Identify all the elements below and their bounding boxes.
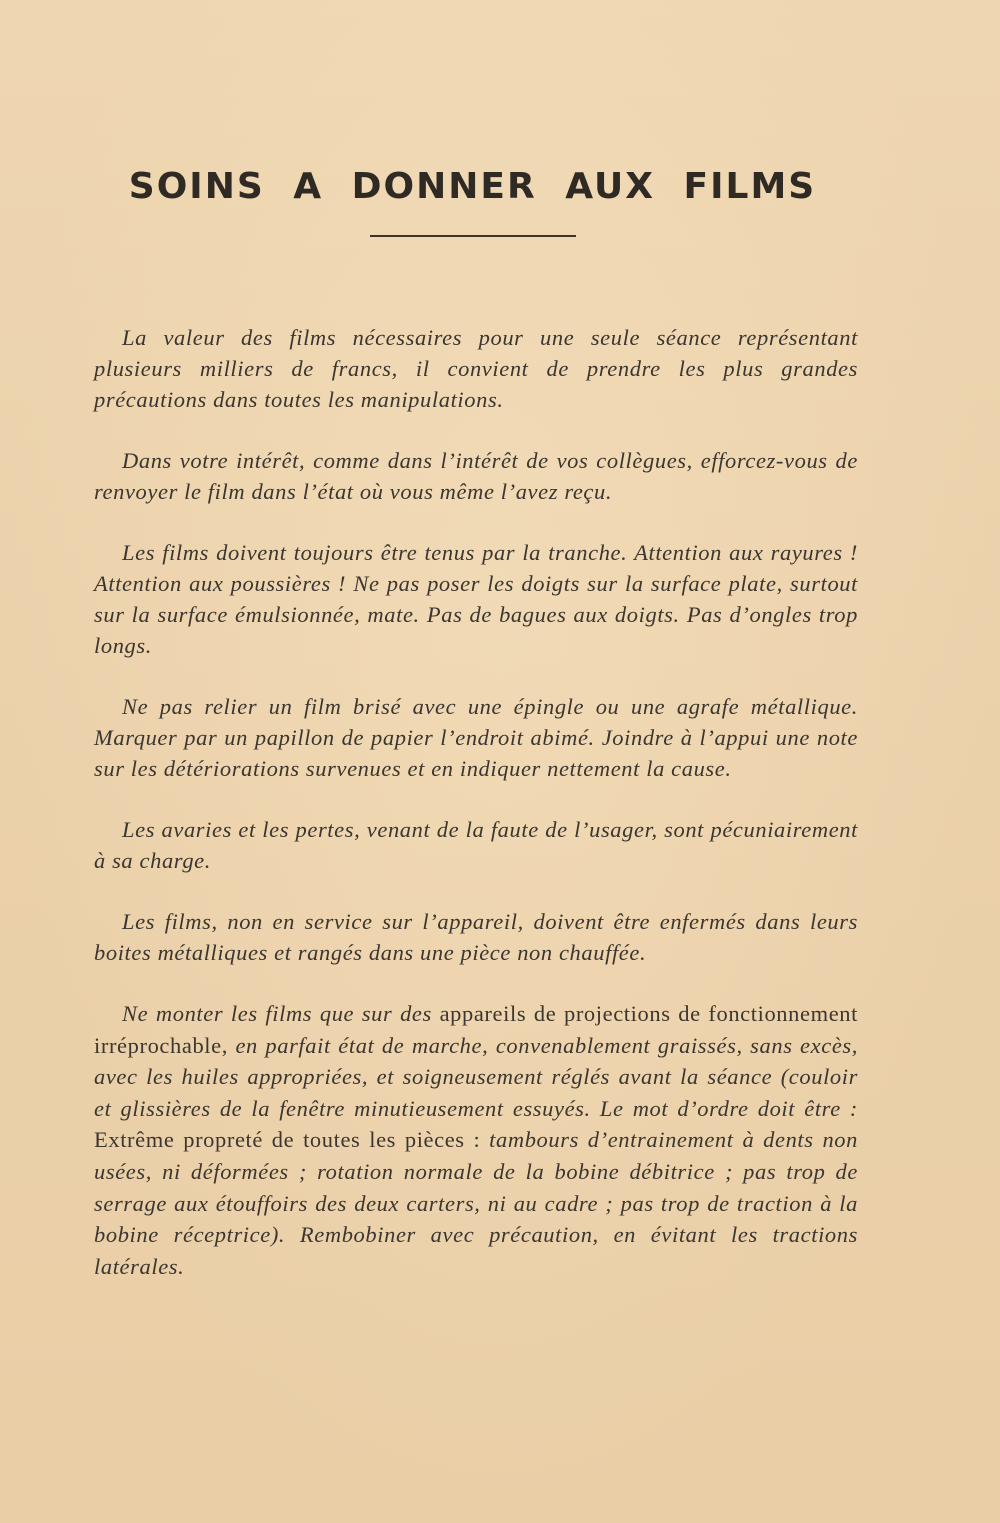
projection-text-1: Ne monter les films que sur des (122, 1001, 440, 1026)
projection-text-2: appareils de projections de fonctionnement irréprochable, (94, 1001, 858, 1058)
paragraph-handling: Les films doivent toujours être tenus par la tranche. Attention aux rayures ! Attention aux poussières ! Ne pas poser les doigts sur la surface plate, surtout sur la surface émulsionnée, mate. Pas de bagues aux doigts. Pas d’ongles trop longs. (94, 540, 858, 658)
paragraph-damages: Les avaries et les pertes, venant de la faute de l’usager, sont pécuniairement à sa charge. (94, 817, 858, 873)
paragraph-repair: Ne pas relier un film brisé avec une épingle ou une agrafe métallique. Marquer par un papillon de papier l’endroit abimé. Joindre à l’appui une note sur les détériorations survenues et en indiquer nettement la cause. (94, 694, 858, 781)
paragraph-storage: Les films, non en service sur l’appareil, doivent être enfermés dans leurs boites métalliques et rangés dans une pièce non chauffée. (94, 909, 858, 965)
title-underline (370, 235, 576, 237)
paragraph-film-value: La valeur des films nécessaires pour une seule séance représentant plusieurs milliers de francs, il convient de prendre les plus grandes précautions dans toutes les manipulations. (94, 325, 858, 412)
projection-text-5: tambours d’entrainement à dents non usées, ni déformées ; rotation normale de la bobine débitrice ; pas trop de serrage aux étouffoirs des deux carters, ni au cadre ; pas trop de traction à la bobine réceptrice). Rembobiner avec précaution, en évitant les tractions latérales. (94, 1127, 858, 1279)
projection-text-3: en parfait état de marche, convenablement graissés, sans excès, avec les huiles appropriées, et soigneusement réglés avant la séance (couloir et glissières de la fenêtre minutieusement essuyés. Le mot d’ordre doit être : (94, 1032, 858, 1121)
paragraph-projection-equipment (94, 998, 858, 1282)
projection-text-4: Extrême propreté de toutes les pièces : (94, 1127, 481, 1153)
page-title: SOINS A DONNER AUX FILMS (128, 166, 817, 207)
paragraph-return-film: Dans votre intérêt, comme dans l’intérêt de vos collègues, efforcez-vous de renvoyer le film dans l’état où vous même l’avez reçu. (94, 448, 858, 504)
document-body (94, 322, 858, 1312)
